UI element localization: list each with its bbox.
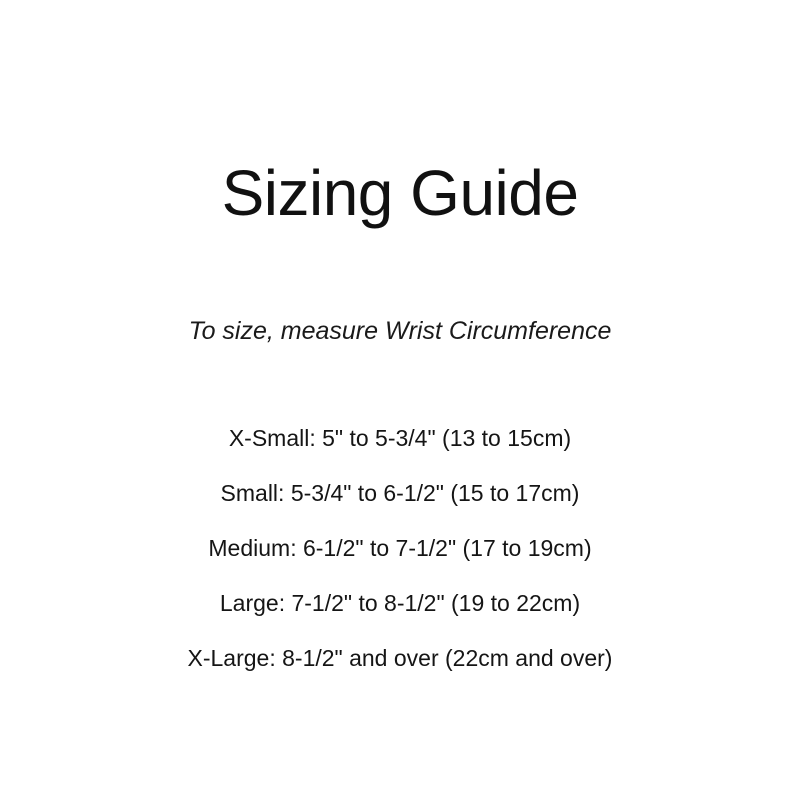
list-item: Large: 7-1/2" to 8-1/2" (19 to 22cm): [219, 590, 581, 617]
list-item: Small: 5-3/4" to 6-1/2" (15 to 17cm): [220, 480, 580, 507]
list-item: X-Small: 5" to 5-3/4" (13 to 15cm): [228, 425, 572, 452]
measurement-instruction: To size, measure Wrist Circumference: [188, 317, 612, 346]
size-list: [0, 411, 800, 686]
page-title: Sizing Guide: [221, 157, 579, 229]
list-item: X-Large: 8-1/2" and over (22cm and over): [187, 645, 613, 672]
list-item: Medium: 6-1/2" to 7-1/2" (17 to 19cm): [208, 535, 592, 562]
